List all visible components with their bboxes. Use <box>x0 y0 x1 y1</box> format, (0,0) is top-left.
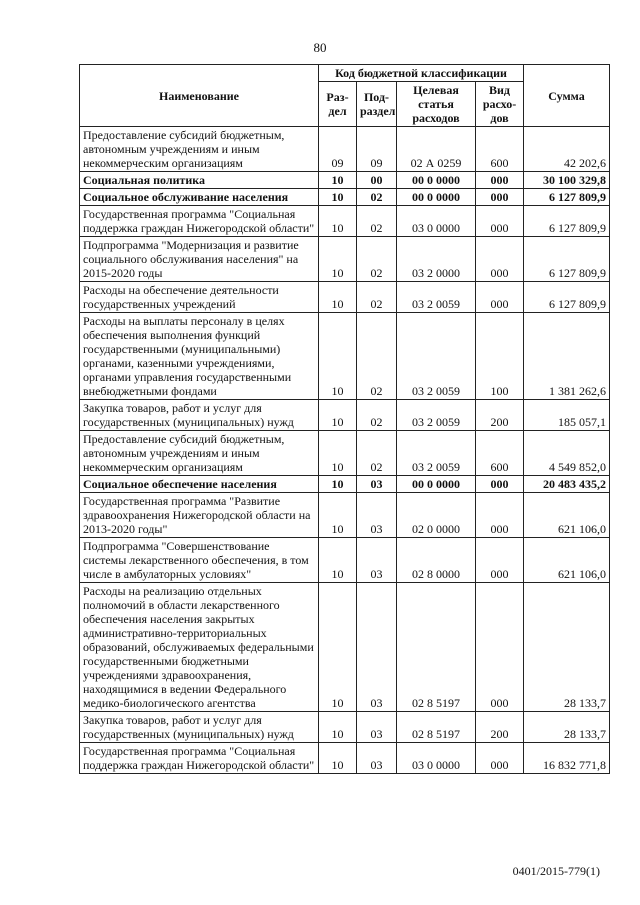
cell-section: 10 <box>319 400 357 431</box>
table-row <box>80 583 610 712</box>
column-header-subsection: Под-раздел <box>357 82 397 127</box>
cell-section: 10 <box>319 313 357 400</box>
cell-kind: 000 <box>476 172 524 189</box>
budget-table <box>79 64 610 774</box>
cell-subsection: 03 <box>357 583 397 712</box>
cell-name: Подпрограмма "Модернизация и развитие социального обслуживания населения" на 2015-2020 годы <box>80 237 319 282</box>
column-header-sum: Сумма <box>524 65 610 127</box>
cell-name: Социальная политика <box>80 172 319 189</box>
cell-target: 03 0 0000 <box>397 206 476 237</box>
cell-target: 00 0 0000 <box>397 189 476 206</box>
cell-sum: 20 483 435,2 <box>524 476 610 493</box>
cell-subsection: 00 <box>357 172 397 189</box>
cell-kind: 000 <box>476 476 524 493</box>
cell-kind: 000 <box>476 743 524 774</box>
cell-name: Расходы на реализацию отдельных полномочий в области лекарственного обеспечения населения закрытых административно-территориальных образований, обслуживаемых федеральными государственными бюджетными учреждениями здравоохранения, находящимися в ведении Федерального медико-биологического агентства <box>80 583 319 712</box>
cell-subsection: 09 <box>357 127 397 172</box>
cell-sum: 185 057,1 <box>524 400 610 431</box>
cell-subsection: 03 <box>357 493 397 538</box>
cell-sum: 6 127 809,9 <box>524 189 610 206</box>
column-header-classification: Код бюджетной классификации <box>319 65 524 82</box>
table-row <box>80 237 610 282</box>
table-row <box>80 206 610 237</box>
cell-kind: 200 <box>476 400 524 431</box>
page-number: 80 <box>313 40 327 55</box>
cell-sum: 28 133,7 <box>524 712 610 743</box>
column-header-target: Целевая статья расходов <box>397 82 476 127</box>
cell-subsection: 03 <box>357 476 397 493</box>
cell-target: 00 0 0000 <box>397 476 476 493</box>
cell-section: 10 <box>319 172 357 189</box>
cell-kind: 200 <box>476 712 524 743</box>
cell-target: 02 8 5197 <box>397 583 476 712</box>
cell-kind: 000 <box>476 189 524 206</box>
cell-sum: 621 106,0 <box>524 493 610 538</box>
cell-section: 10 <box>319 743 357 774</box>
cell-kind: 600 <box>476 431 524 476</box>
cell-section: 10 <box>319 493 357 538</box>
cell-section: 09 <box>319 127 357 172</box>
cell-target: 03 2 0059 <box>397 431 476 476</box>
cell-target: 03 2 0000 <box>397 237 476 282</box>
cell-section: 10 <box>319 237 357 282</box>
cell-section: 10 <box>319 282 357 313</box>
document-code: 0401/2015-779(1) <box>512 864 600 878</box>
table-row <box>80 712 610 743</box>
cell-subsection: 02 <box>357 313 397 400</box>
cell-sum: 6 127 809,9 <box>524 206 610 237</box>
table-row <box>80 172 610 189</box>
cell-kind: 000 <box>476 583 524 712</box>
cell-section: 10 <box>319 431 357 476</box>
cell-section: 10 <box>319 476 357 493</box>
cell-subsection: 02 <box>357 400 397 431</box>
cell-sum: 6 127 809,9 <box>524 237 610 282</box>
cell-subsection: 02 <box>357 431 397 476</box>
cell-target: 03 2 0059 <box>397 400 476 431</box>
cell-kind: 000 <box>476 493 524 538</box>
cell-subsection: 02 <box>357 189 397 206</box>
cell-subsection: 02 <box>357 282 397 313</box>
cell-name: Закупка товаров, работ и услуг для государственных (муниципальных) нужд <box>80 712 319 743</box>
cell-subsection: 02 <box>357 237 397 282</box>
table-row <box>80 538 610 583</box>
cell-name: Закупка товаров, работ и услуг для государственных (муниципальных) нужд <box>80 400 319 431</box>
table-row <box>80 127 610 172</box>
cell-target: 02 8 5197 <box>397 712 476 743</box>
cell-kind: 000 <box>476 282 524 313</box>
cell-target: 00 0 0000 <box>397 172 476 189</box>
cell-subsection: 03 <box>357 743 397 774</box>
table-row <box>80 743 610 774</box>
cell-name: Государственная программа "Социальная поддержка граждан Нижегородской области" <box>80 743 319 774</box>
cell-kind: 600 <box>476 127 524 172</box>
cell-target: 03 2 0059 <box>397 313 476 400</box>
table-row <box>80 400 610 431</box>
cell-section: 10 <box>319 583 357 712</box>
cell-name: Государственная программа "Социальная поддержка граждан Нижегородской области" <box>80 206 319 237</box>
cell-sum: 621 106,0 <box>524 538 610 583</box>
cell-section: 10 <box>319 189 357 206</box>
table-row <box>80 313 610 400</box>
cell-name: Подпрограмма "Совершенствование системы лекарственного обеспечения, в том числе в амбулаторных условиях" <box>80 538 319 583</box>
cell-name: Социальное обеспечение населения <box>80 476 319 493</box>
table-row <box>80 431 610 476</box>
table-body <box>80 127 610 774</box>
cell-sum: 6 127 809,9 <box>524 282 610 313</box>
cell-sum: 30 100 329,8 <box>524 172 610 189</box>
column-header-name: Наименование <box>80 65 319 127</box>
cell-subsection: 03 <box>357 538 397 583</box>
cell-section: 10 <box>319 712 357 743</box>
cell-name: Социальное обслуживание населения <box>80 189 319 206</box>
cell-sum: 1 381 262,6 <box>524 313 610 400</box>
cell-target: 02 0 0000 <box>397 493 476 538</box>
table-row <box>80 282 610 313</box>
cell-section: 10 <box>319 538 357 583</box>
cell-sum: 42 202,6 <box>524 127 610 172</box>
cell-target: 03 2 0059 <box>397 282 476 313</box>
cell-target: 02 8 0000 <box>397 538 476 583</box>
cell-sum: 4 549 852,0 <box>524 431 610 476</box>
cell-name: Предоставление субсидий бюджетным, автономным учреждениям и иным некоммерческим организациям <box>80 127 319 172</box>
column-header-kind: Вид расхо-дов <box>476 82 524 127</box>
cell-section: 10 <box>319 206 357 237</box>
column-header-section: Раз-дел <box>319 82 357 127</box>
cell-kind: 000 <box>476 237 524 282</box>
cell-name: Расходы на выплаты персоналу в целях обеспечения выполнения функций государственными (муниципальными) органами, казенными учреждениями, органами управления государственными внебюджетными фондами <box>80 313 319 400</box>
cell-subsection: 03 <box>357 712 397 743</box>
cell-target: 03 0 0000 <box>397 743 476 774</box>
cell-sum: 28 133,7 <box>524 583 610 712</box>
cell-name: Государственная программа "Развитие здравоохранения Нижегородской области на 2013-2020 годы" <box>80 493 319 538</box>
table-row <box>80 476 610 493</box>
cell-kind: 100 <box>476 313 524 400</box>
cell-target: 02 А 0259 <box>397 127 476 172</box>
table-row <box>80 493 610 538</box>
cell-kind: 000 <box>476 538 524 583</box>
cell-sum: 16 832 771,8 <box>524 743 610 774</box>
cell-kind: 000 <box>476 206 524 237</box>
cell-subsection: 02 <box>357 206 397 237</box>
cell-name: Предоставление субсидий бюджетным, автономным учреждениям и иным некоммерческим организациям <box>80 431 319 476</box>
cell-name: Расходы на обеспечение деятельности государственных учреждений <box>80 282 319 313</box>
table-row <box>80 189 610 206</box>
